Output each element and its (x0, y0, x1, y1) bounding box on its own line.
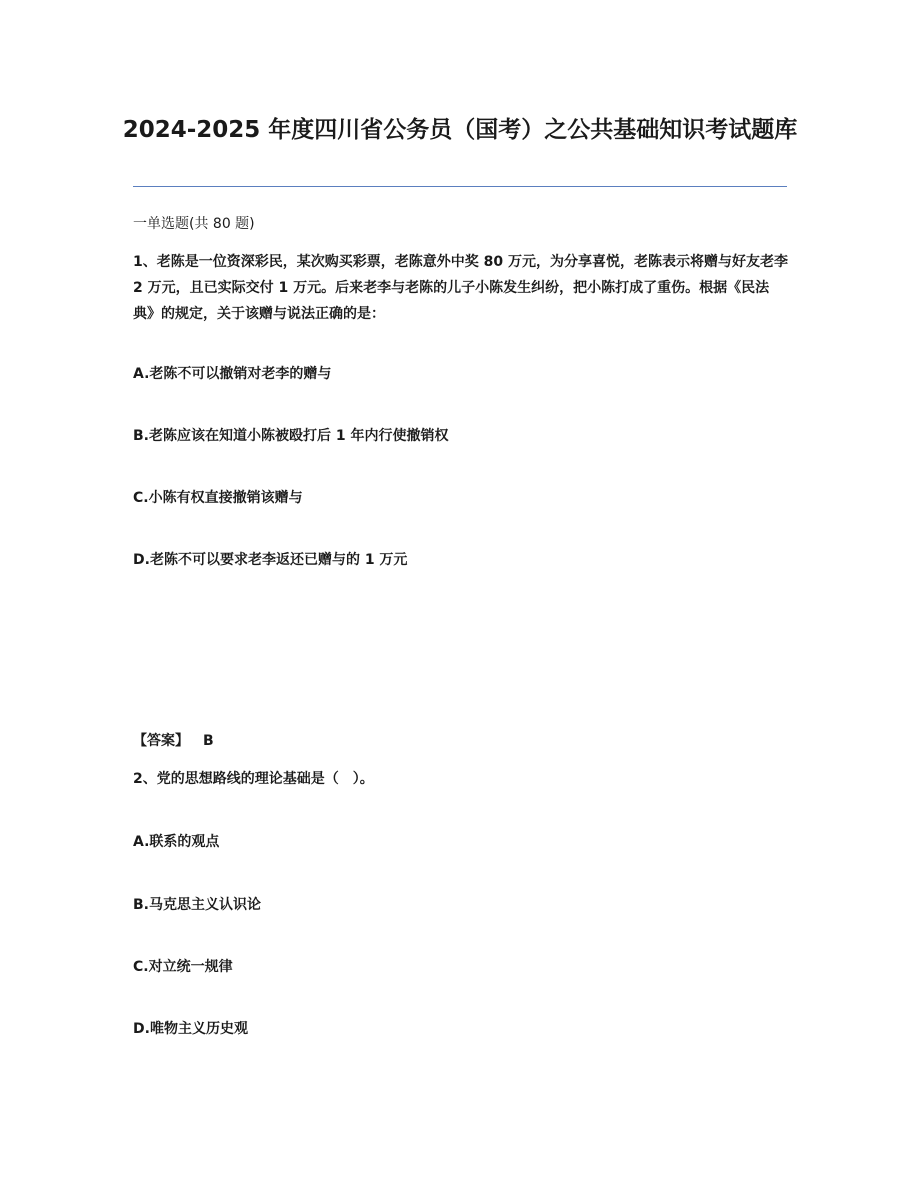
answer-label: 【答案】 (133, 733, 189, 749)
question-1-option-d: D.老陈不可以要求老李返还已赠与的 1 万元 (133, 552, 408, 568)
section-heading: 一单选题(共 80 题) (133, 216, 255, 232)
question-2-option-b: B.马克思主义认识论 (133, 897, 261, 913)
title-divider (133, 186, 787, 187)
question-1-answer (133, 730, 214, 752)
document-title: 2024-2025 年度四川省公务员（国考）之公共基础知识考试题库 (122, 117, 798, 143)
question-2-option-c: C.对立统一规律 (133, 959, 233, 975)
question-2-option-a: A.联系的观点 (133, 834, 220, 850)
question-1-option-c: C.小陈有权直接撤销该赠与 (133, 490, 303, 506)
answer-value: B (203, 733, 214, 749)
question-2-stem: 2、党的思想路线的理论基础是（ ）。 (133, 771, 374, 787)
question-2-option-d: D.唯物主义历史观 (133, 1021, 248, 1037)
question-1-stem: 1、老陈是一位资深彩民，某次购买彩票，老陈意外中奖 80 万元，为分享喜悦，老陈表示将赠与好友老李 2 万元，且已实际交付 1 万元。后来老李与老陈的儿子小陈发生纠纷，把小陈打成了重伤。根据《民法典》的规定，关于该赠与说法正确的是： (133, 254, 788, 322)
question-1-option-b: B.老陈应该在知道小陈被殴打后 1 年内行使撤销权 (133, 428, 449, 444)
question-1-option-a: A.老陈不可以撤销对老李的赠与 (133, 366, 332, 382)
